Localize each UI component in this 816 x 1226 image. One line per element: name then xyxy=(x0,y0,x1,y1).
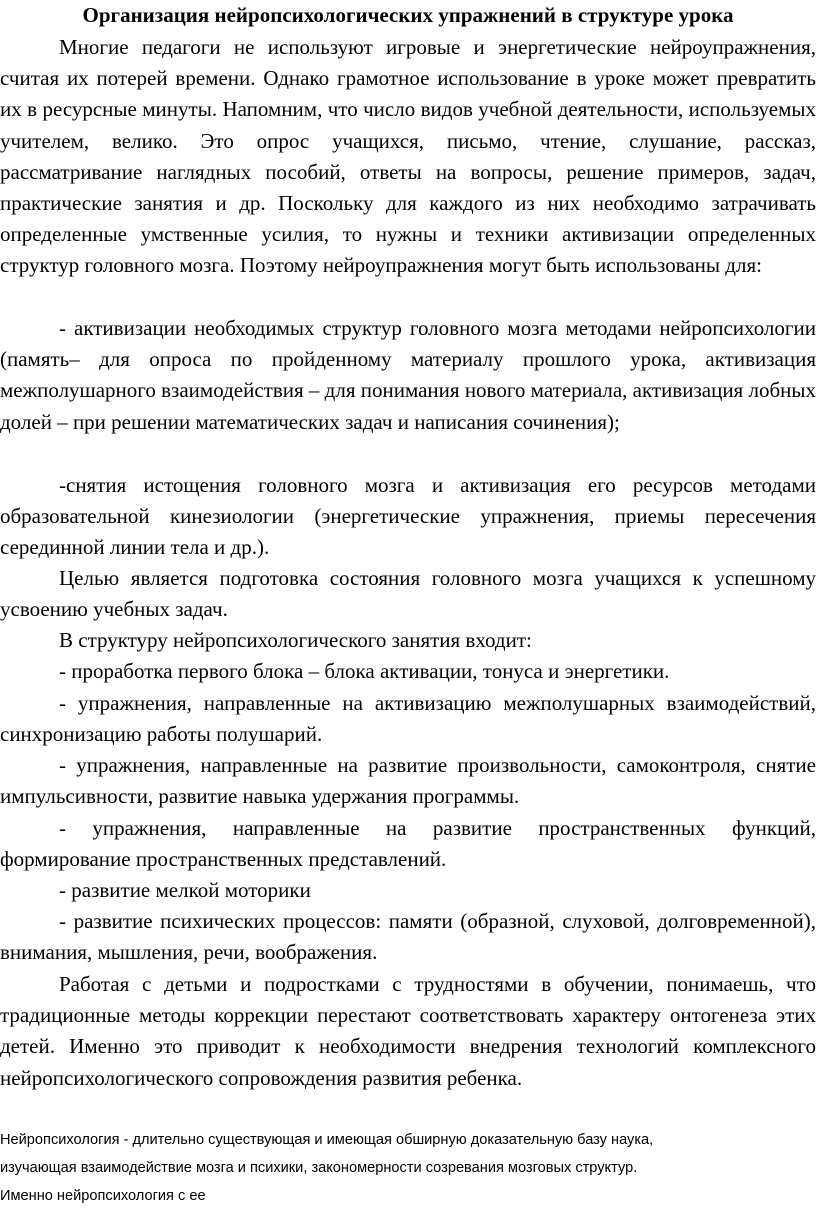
list-item-motor-skills: - развитие мелкой моторики xyxy=(59,878,311,902)
footer-line-1: Нейропсихология - длительно существующая и имеющая обширную доказательную базу наука, xyxy=(0,1132,654,1148)
footer-line-2: изучающая взаимодействие мозга и психики, закономерности созревания мозговых структур. xyxy=(0,1160,638,1176)
list-item-activation: - активизации необходимых структур головного мозга методами нейропсихологии (память– для опроса по пройденному материалу прошлого урока, активизация межполушарного взаимодействия – для понимания нового материала, активизация лобных долей – при решении математических задач и написания сочинения); xyxy=(0,316,816,434)
list-item-first-block: - проработка первого блока – блока активации, тонуса и энергетики. xyxy=(59,659,670,683)
footer-line-3: Именно нейропсихология с ее xyxy=(0,1188,206,1204)
list-item-mental-processes: - развитие психических процессов: памяти (образной, слуховой, долговременной), внимания, мышления, речи, воображения. xyxy=(0,909,816,965)
paragraph-conclusion: Работая с детьми и подростками с трудностями в обучении, понимаешь, что традиционные методы коррекции перестают соответствовать характеру онтогенеза этих детей. Именно это приводит к необходимости внедрения технологий комплексного нейропсихологического сопровождения развития ребенка. xyxy=(0,972,816,1090)
list-item-exhaustion: -снятия истощения головного мозга и активизация его ресурсов методами образовательной кинезиологии (энергетические упражнения, приемы пересечения серединной линии тела и др.). xyxy=(0,473,816,560)
list-item-self-control: - упражнения, направленные на развитие произвольности, самоконтроля, снятие импульсивности, развитие навыка удержания программы. xyxy=(0,753,816,809)
list-item-interhemispheric: - упражнения, направленные на активизацию межполушарных взаимодействий, синхронизацию работы полушарий. xyxy=(0,691,816,747)
list-item-spatial: - упражнения, направленные на развитие пространственных функций, формирование пространственных представлений. xyxy=(0,816,816,872)
paragraph-intro: Многие педагоги не используют игровые и энергетические нейроупражнения, считая их потерей времени. Однако грамотное использование в уроке может превратить их в ресурсные минуты. Напомним, что число видов учебной деятельности, используемых учителем, велико. Это опрос учащихся, письмо, чтение, слушание, рассказ, рассматривание наглядных пособий, ответы на вопросы, решение примеров, задач, практические занятия и др. Поскольку для каждого из них необходимо затрачивать определенные умственные усилия, то нужны и техники активизации определенных структур головного мозга. Поэтому нейроупражнения могут быть использованы для: xyxy=(0,35,816,278)
paragraph-structure: В структуру нейропсихологического занятия входит: xyxy=(59,628,532,652)
paragraph-goal: Целью является подготовка состояния головного мозга учащихся к успешному усвоению учебных задач. xyxy=(0,566,816,622)
document-title: Организация нейропсихологических упражнений в структуре урока xyxy=(82,3,734,27)
